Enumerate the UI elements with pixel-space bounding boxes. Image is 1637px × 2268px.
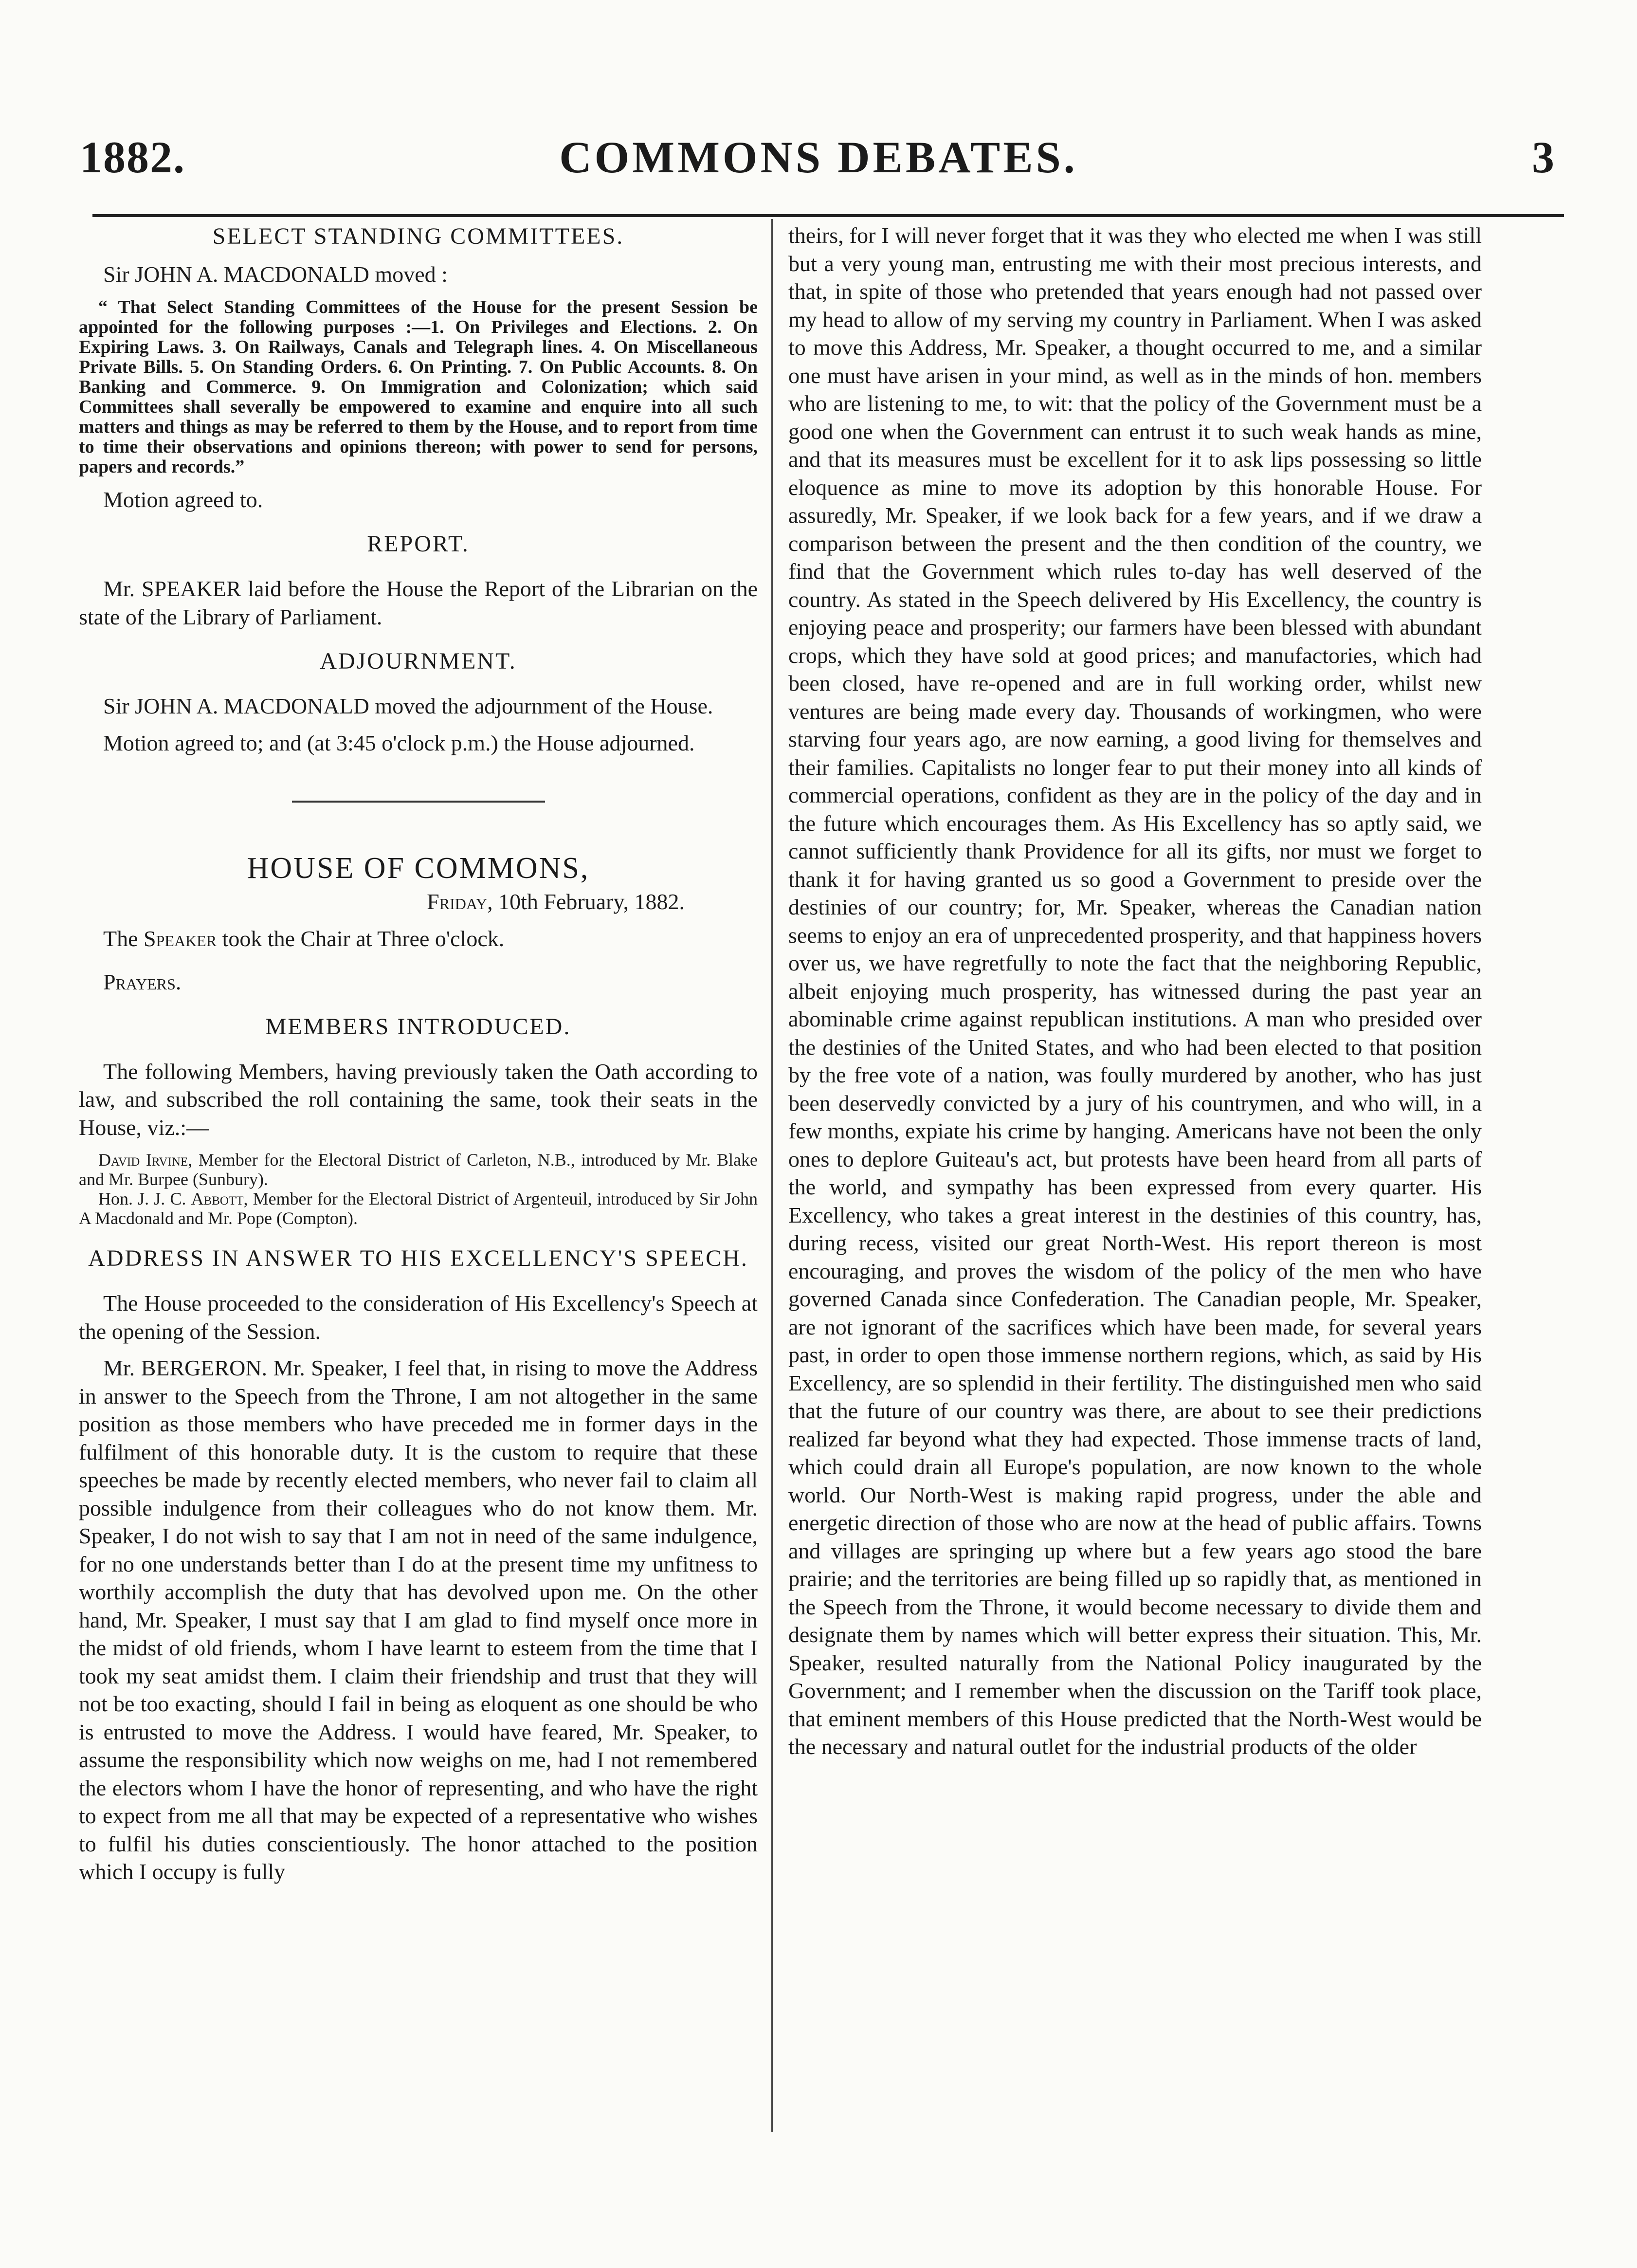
address-intro: The House proceeded to the consideration of His Excellency's Speech at the opening of the Session. [79, 1291, 758, 1344]
header-rule [92, 214, 1564, 217]
committees-quote-text: “ That Select Standing Committees of the House for the present Session be appointed for the following purposes :—1. On Privileges and Elections. 2. On Expiring Laws. 3. On Railways, Canals and Telegraph lines. 4. On Miscellaneous Private Bills. 5. On Standing Orders. 6. On Printing. 7. On Public Accounts. 8. On Banking and Commerce. 9. On Immigration and Colonization; which said Committees shall severally be empowered to examine and enquire into all such matters and things as may be referred to them by the House, and to report from time to time their observations and opinions thereon; with power to send for persons, papers and records.” [79, 296, 758, 477]
heading-members-introduced: MEMBERS INTRODUCED. [265, 1013, 571, 1040]
header-title: COMMONS DEBATES. [559, 132, 1078, 182]
speaker-chair-pre: The [103, 926, 138, 951]
heading-report: REPORT. [367, 531, 470, 557]
sitting-date-text: 10th February, 1882. [498, 889, 685, 914]
header-year: 1882. [80, 132, 185, 182]
motion-agreed: Motion agreed to. [103, 487, 263, 512]
right-column [788, 221, 1482, 1761]
speaker-chair-post: took the Chair at Three o'clock. [222, 926, 505, 951]
member-prefix: Hon. J. J. C. [98, 1189, 186, 1208]
header-page-number: 3 [1532, 132, 1554, 182]
speaker-role: Speaker [144, 926, 217, 951]
page-header [73, 131, 1564, 190]
bergeron-speech: Mr. BERGERON. Mr. Speaker, I feel that, in rising to move the Address in answer to the Speech from the Throne, I am not altogether in the same position as those members who have preceded me in former days in the fulfilment of this honorable duty. It is the custom to require that these speeches be made by recently elected members, who never fail to claim all possible indulgence from their colleagues who do not know them. Mr. Speaker, I do not wish to say that I am not in need of the same indulgence, for no one understands better than I do at the present time my unfitness to worthily accomplish the duty that has devolved upon me. On the other hand, Mr. Speaker, I must say that I am glad to find myself once more in the midst of old friends, whom I have learnt to esteem from the time that I took my seat amidst them. I claim their friendship and trust that they will not be too exacting, should I fail in being as eloquent as one should be who is entrusted to move the Address. I would have feared, Mr. Speaker, to assume the responsibility which now weighs on me, had I not remembered the electors whom I have the honor of representing, and who have the right to expect from me all that may be expected of a representative who wishes to fulfil his duties conscientiously. The honor attached to the position which I occupy is fully [79, 1355, 758, 1884]
member-entry [79, 1150, 758, 1189]
left-column [79, 221, 758, 1886]
adjournment-text: Sir JOHN A. MACDONALD moved the adjournment of the House. [103, 694, 713, 718]
speaker-chair [79, 925, 758, 953]
macdonald-motion: Sir JOHN A. MACDONALD moved : [103, 262, 448, 287]
sitting-day: Friday, [427, 889, 493, 914]
column-divider [771, 219, 773, 2132]
members-list [79, 1150, 758, 1228]
heading-address-in-answer: ADDRESS IN ANSWER TO HIS EXCELLENCY'S SPEECH. [88, 1245, 748, 1271]
member-name: David Irvine, [98, 1150, 193, 1170]
member-name: Abbott, [191, 1189, 248, 1208]
continued-speech: theirs, for I will never forget that it was they who elected me when I was still but a very young man, entrusting me with their most precious interests, and that, in spite of those who pretended that years enough had not passed over my head to allow of my serving my country in Parliament. When I was asked to move this Address, Mr. Speaker, a thought occurred to me, and a similar one must have arisen in your mind, as well as in the minds of hon. members who are listening to me, to wit: that the policy of the Government must be a good one when the Government can entrust it to such weak hands as mine, and that its measures must be excellent for it to ask lips possessing so little eloquence as mine to move its adoption by this honorable House. For assuredly, Mr. Speaker, if we look back for a few years, and if we draw a comparison between the present and the then condition of the country, we find that the Government which rules to-day has well deserved of the country. As stated in the Speech delivered by His Excellency, the country is enjoying peace and prosperity; our farmers have been blessed with abundant crops, which they have sold at good prices; and manufactories, which had been closed, have re-opened and are in full working order, whilst new ventures are being made every day. Thousands of workingmen, who were starving four years ago, are now earning, a good living for themselves and their families. Capitalists no longer fear to put their money into all kinds of commercial operations, confident as they are in the policy of the day and in the future which encourages them. As His Excellency has so aptly said, we cannot sufficiently thank Providence for all its gifts, nor must we forget to thank it for having granted us so good a Government to preside over the destinies of our country; for, Mr. Speaker, whereas the Canadian nation seems to enjoy an era of unprecedented prosperity, and that happiness hovers over us, we have regretfully to note the fact that the neighboring Republic, albeit enjoying much prosperity, has witnessed during the past year an abominable crime against republican institutions. A man who presided over the destinies of the United States, and who had been elected to that position by the free vote of a nation, was foully murdered by another, who has just been deservedly convicted by a jury of his countrymen, and who will, in a few months, expiate his crime by hanging. Americans have not been the only ones to deplore Guiteau's act, but protests have been heard from all parts of the world, and sympathy has been expressed from every quarter. His Excellency, who takes a great interest in the destinies of this country, has, during recess, visited our great North-West. His report thereon is most encouraging, and proves the wisdom of the policy of the men who have governed Canada since Confederation. The Canadian people, Mr. Speaker, are not ignorant of the sacrifices which have been made, for several years past, in order to open those immense northern regions, which, as said by His Excellency, are so splendid in their fertility. The distinguished men who said that the future of our country was there, are about to see their predictions realized far beyond what they had expected. Those immense tracts of land, which could drain all Europe's population, are now known to the whole world. Our North-West is making rapid progress, under the able and energetic direction of those who are now at the head of public affairs. Towns and villages are springing up where but a few years ago stood the bare prairie; and the territories are being filled up so rapidly that, as mentioned in the Speech from the Throne, it would become necessary to divide them and designate them by names which will better express their situation. This, Mr. Speaker, resulted naturally from the National Policy inaugurated by the Government; and I remember when the discussion on the Tariff took place, that eminent members of this House predicted that the North-West would be the necessary and natural outlet for the industrial products of the older [788, 223, 1482, 1759]
heading-select-standing-committees: SELECT STANDING COMMITTEES. [212, 223, 624, 249]
member-entry [79, 1189, 758, 1228]
members-text: The following Members, having previously taken the Oath according to law, and subscribed the roll containing the same, took their seats in the House, viz.:— [79, 1059, 758, 1140]
report-text: Mr. SPEAKER laid before the House the Report of the Librarian on the state of the Library of Parliament. [79, 576, 758, 629]
prayers: Prayers. [103, 969, 182, 994]
committees-quote [79, 297, 758, 477]
adjourned-text: Motion agreed to; and (at 3:45 o'clock p.m.) the House adjourned. [103, 730, 695, 755]
sitting-date [79, 888, 758, 916]
member-text: Member for the Electoral District of Carleton, N.B., introduced by Mr. Blake and Mr. Burpee (Sunbury). [79, 1150, 758, 1189]
member-text: Member for the Electoral District of Argenteuil, introduced by Sir John A Macdonald and Mr. Pope (Compton). [79, 1189, 758, 1228]
section-divider [292, 801, 545, 803]
heading-house-of-commons: HOUSE OF COMMONS, [247, 852, 590, 885]
heading-adjournment: ADJOURNMENT. [320, 648, 517, 674]
